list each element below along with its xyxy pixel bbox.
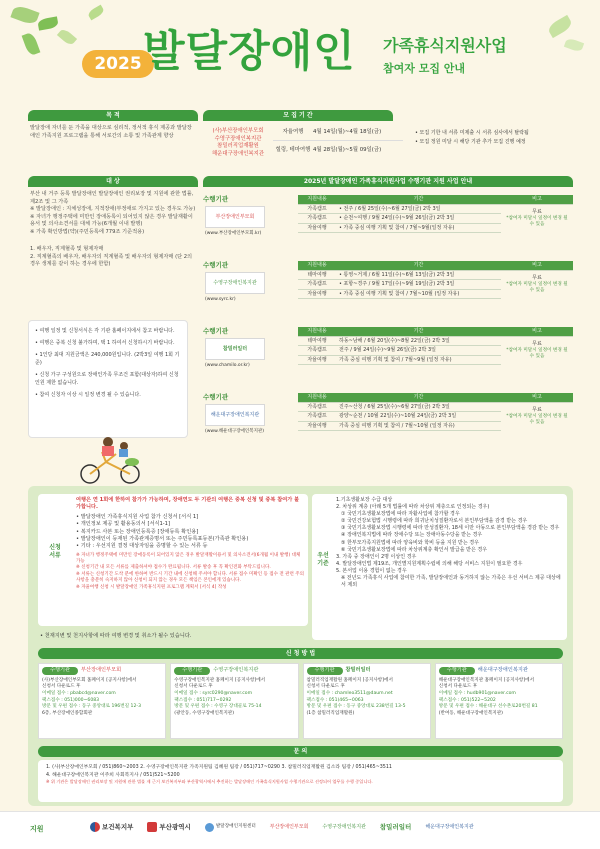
card-visit: 방문 및 우편 접수 : 동구 중앙대로 238번길 13-5 — [306, 704, 406, 710]
agency-logo: 해운대구장애인복지관 — [477, 667, 528, 673]
card-line: 신청서 다운로드 후 — [306, 684, 345, 690]
purpose-text: 발달장애 자녀를 둔 가족을 대상으로 심리적, 정서적 휴식 제공과 발달장애인 가족지원 프로그램을 통해 서로간의 소통 및 가족관계 향상 — [30, 125, 192, 139]
period-range: 4월 28일(월)~5월 09일(금) — [313, 147, 382, 154]
agency-label: 수행기관 — [203, 393, 229, 401]
sponsor-logos — [90, 822, 474, 832]
table-cell: 가족캠프 — [298, 280, 336, 290]
agency-url: (www.해운대구장애인복지관) — [205, 429, 265, 434]
priority-item: 5. 본서업 이용 경험이 없는 경우 — [336, 567, 407, 574]
leaf-decoration — [546, 15, 573, 38]
target-line: 부산 내 거주 등록 발달장애인 발달장애인 권리보장 및 지원에 관한 법률, 제2조 및 그 가족 — [30, 191, 194, 205]
table-cell — [501, 270, 573, 299]
subtitle-program: 가족휴식지원사업 — [383, 36, 507, 55]
table-row — [298, 204, 573, 214]
sponsor-logo — [270, 824, 309, 831]
period-notes — [415, 125, 529, 160]
priority-item: 2. 차상위 계층 (아래 5개 법률에 따라 차상위 계층으로 인정되는 경우) — [336, 504, 490, 511]
sponsor-name: 참밀러일터 — [379, 822, 412, 831]
target-note: • 신청 가구 구성원으로 장애인가족 무조건 포함(대상자)하여 신청 인원 제한 없습니다. — [35, 372, 179, 386]
docs-item: • 발달장애인이 등재된 가족관계증명서 또는 주민등록표등본(가족관 확인용) — [76, 535, 249, 542]
target-list-item: 1. 배우자, 직계혈족 및 형제자매 — [30, 246, 104, 253]
program-block — [203, 327, 573, 383]
card-visit: 방문 및 우편 접수 : 해운대구 선수촌로20번길 81 — [438, 704, 538, 710]
agency-logo — [205, 338, 265, 360]
agency-logo: 수영구장애인복지관 — [213, 667, 259, 673]
period-type: 자율여행 — [282, 129, 304, 135]
docs-warning: 여행은 연 1회에 한하여 참가가 가능하며, 장애연도 두 기관의 여행은 중복 신청 및 중복 참여가 불가합니다. — [76, 497, 300, 511]
priority-item: 4. 발달장애인법 제19조, 개인별지원계획수립에 의해 해당 서비스 지원이 필요한 경우 — [336, 560, 523, 567]
docs-sub: ※ 자녀가 행정주택에 미만인 장애동록이 되어있지 않은 경우 발달재활이용서 및 의사소견서(6개월 이내 발행) 대체 가능 — [76, 552, 301, 564]
agency-pill: 수행기관 — [307, 667, 343, 675]
main-title: 발달장애인 — [143, 27, 356, 77]
sponsor-name: 발달장애인지원센터 — [215, 824, 256, 830]
table-header: 지원내용 — [298, 393, 336, 402]
card-email: 이메일 접수 : pbabcd@naver.com — [42, 690, 116, 696]
sponsor-logo — [205, 823, 256, 832]
org-name: (사)부산장애인부모회 — [212, 128, 264, 134]
period-range: 4월 14일(월)~4월 18일(금) — [313, 129, 382, 135]
table-header: 기간 — [336, 327, 501, 336]
note-change: *참여자 미달시 일정이 변경 될 수 있음 — [506, 347, 568, 359]
table-cell: • 통영~거제 / 6월 11일(수)~6월 13일(금) 2박 3일 — [336, 270, 501, 280]
note-free: 무료 — [532, 407, 542, 414]
priority-item: ⑥ 국민기초생활보장법에 따라 차상위계층 확인서 발급을 받은 경우 — [341, 546, 488, 553]
period-orgs — [203, 125, 273, 160]
docs-item: • 개인정보 제공 및 활용동의서 [서식1-1] — [76, 521, 170, 528]
priority-item: ③ 국민기초생활보장법 시행령에 따라 만성질환자, 18세 이만 아동으로 본인부담액을 경감 받는 경우 — [341, 525, 560, 532]
card-fax: 팩스접수 : 051)717~0292 — [174, 697, 232, 703]
docs-item: • 기타 : 우선지원 결정 대상자임을 증명할 수 있는 서류 등 — [76, 543, 208, 550]
target-note: • 여행 일정 및 신청서식은 각 기관 홈페이지에서 참고 바랍니다. — [35, 328, 175, 334]
sponsor-logo — [322, 824, 365, 831]
agency-logo — [205, 272, 265, 294]
card-line: (1층 참밀러직업재활원) — [306, 710, 355, 716]
table-cell: 가족캠프 — [298, 214, 336, 224]
program-section — [203, 176, 573, 187]
table-cell: 자율여행 — [298, 223, 336, 233]
card-fax: 팩스접수 : 051)522~5202 — [438, 697, 496, 703]
sponsor-logo — [90, 822, 133, 832]
table-cell: • 순천~여행 / 9월 24일(수)~9월 26일(금) 2박 3일 — [336, 214, 501, 224]
docs-footnote: • 천재지변 및 천지사항에 따라 여행 변경 및 취소가 될수 있습니다. — [40, 633, 192, 639]
table-header: 비고 — [501, 261, 573, 270]
docs-item: • 발달장애인 가족휴식지원 사업 참가 신청서 [서식 1] — [76, 513, 199, 520]
target-list-item: 2. 직계혈족의 배우자, 배우자의 직계혈족 및 배우자의 형제자매 (단 2의 경우 생계를 같이 하는 경우에 한함) — [30, 253, 193, 268]
table-row — [298, 336, 573, 346]
card-email: 이메일 접수 : syrc0290@naver.com — [174, 690, 253, 696]
inquiry-box — [38, 760, 563, 802]
program-block — [203, 261, 573, 317]
table-cell: 전주 / 9월 24일(수)~9월 26일(금) 2박 3일 — [336, 346, 501, 356]
card-line: 해운대구장애인복지관 홈페이지 [공지사항]에서 — [438, 677, 535, 683]
table-cell: • 포항~경주 / 9월 17일(수)~9월 19일(금) 2박 3일 — [336, 280, 501, 290]
agency-logo — [205, 404, 265, 426]
note-free: 무료 — [532, 209, 542, 216]
program-block — [203, 195, 573, 251]
priority-item: 1.기초생활보장 수급 대상 — [336, 497, 393, 503]
target-line: ※ 발달장애인 : 지체성장애, 지적장애(부정애로 가지고 있는 경우도 가능) — [30, 206, 196, 213]
docs-sub: ※ 서류는 신청기간 도착 분에 한하여 반드시 기간 내에 신청해 주셔야 합니다. 서류 접수 미확인 등 접수 전 관련 주의사항을 충분히 숙지하지 않아 신청이 되지 않는 경우 모든 책임은 본인에게 있습니다. — [76, 571, 304, 584]
program-table — [298, 393, 573, 431]
agency-pill: 수행기관 — [42, 667, 78, 675]
program-heading: 2025년 발달장애인 가족휴식지원사업 수행기관 지원 사업 안내 — [203, 176, 573, 187]
program-block — [203, 393, 573, 449]
sponsor-name — [90, 822, 100, 832]
target-section — [28, 176, 198, 273]
table-cell: 가족 중심 여행 기획 및 참여 / 7월~10월 (일정 자유) — [336, 421, 501, 431]
period-type: 힐링, 테마여행 — [275, 147, 311, 154]
family-bicycle-illustration — [68, 432, 158, 486]
priority-item: 3. 가족 중 장애인이 2명 이상인 경우 — [336, 553, 417, 560]
note-free: 무료 — [532, 341, 542, 348]
card-fax: 팩스접수 : 051)465~0063 — [306, 697, 364, 703]
card-line: 신청서 다운로드 후 — [42, 684, 81, 690]
period-heading: 모 집 기 간 — [203, 110, 393, 121]
leaf-decoration — [87, 5, 105, 21]
program-blocks — [203, 195, 573, 445]
target-line: ※ 자녀가 행정주택에 미만인 장애동록이 되어있지 않은 경우 발달재활이용서 및 의사소견서를 대체 가능(6개월 이내 발행) — [30, 213, 193, 228]
docs-item: • 복지카드 사본 또는 장애인등록증 [장애등록 확인용] — [76, 528, 199, 535]
table-cell: • 가족 중심 여행 기획 및 참여 / 7월~9월(일정 자유) — [336, 223, 501, 233]
inquiry-line: 1. (사)부산장애인부모회 / 051)860~2003 2. 수영구장애인복지관 가족지원팀 김혜원 팀장 / 051)717~0290 3. 참밀러직업재활원 김소라 팀장 / 051)465~3511 — [46, 765, 392, 770]
note-change: *참여자 미달시 일정이 변경 될 수 있음 — [506, 413, 568, 425]
leaf-decoration — [57, 27, 77, 46]
docs-content — [76, 497, 304, 591]
agency-logo: 부산장애인부모회 — [81, 667, 122, 673]
agency-url: (www.syrc.kr) — [205, 297, 236, 302]
card-line: 참밀러직업재활원 홈페이지 [공지사항]에서 — [306, 677, 393, 683]
org-name: 해운대구장애인복지관 — [211, 150, 265, 157]
program-table — [298, 327, 573, 365]
table-cell — [501, 402, 573, 431]
table-header: 비고 — [501, 327, 573, 336]
card-line: 6층, 부산장애인종합회관 — [42, 710, 93, 716]
target-note: • 1인당 최대 지원금액은 240,000원입니다. (2박3일 여행 1회 기준) — [35, 352, 180, 366]
table-cell: 가족캠프 — [298, 346, 336, 356]
agency-name: 부산장애인부모회 — [215, 213, 255, 220]
table-cell: 가족캠프 — [298, 402, 336, 412]
sponsor-name: 수영구장애인복지관 — [322, 823, 366, 830]
program-table — [298, 261, 573, 299]
priority-label: 우선 기준 — [317, 552, 329, 567]
agency-pill: 수행기관 — [174, 667, 210, 675]
priority-item: ④ 장애인복지법에 따라 장애수당 또는 장애아동수당을 받는 경우 — [341, 532, 483, 539]
card-email: 이메일 접수 : chamleo3511@daum.net — [306, 690, 393, 696]
table-cell: 가족 중심 여행 기획 및 참여 / 7월~9월 (일정 자유) — [336, 355, 501, 365]
table-header: 지원내용 — [298, 261, 336, 270]
period-note: • 모집 정원 미달 시 해당 기관 추가 모집 진행 예정 — [415, 139, 526, 145]
target-note: • 참여 신청자 이상 시 일정 변경 될 수 있습니다. — [35, 392, 141, 398]
leaf-decoration — [22, 32, 41, 57]
card-visit: 방문 및 우편 접수 : 수영구 장대골로 75-14 — [174, 704, 262, 710]
table-cell: 자율여행 — [298, 355, 336, 365]
card-line: (사)부산장애인부모회 홈페이지 [공지사항]에서 — [42, 677, 137, 683]
method-card — [170, 663, 298, 739]
table-header: 비고 — [501, 393, 573, 402]
sponsor-name — [147, 822, 157, 832]
card-line: 신청서 다운로드 후 — [438, 684, 478, 690]
leaf-decoration — [564, 37, 584, 53]
table-header: 기간 — [336, 261, 501, 270]
card-line: 수영구장애인복지관 홈페이지 [공지사항]에서 — [174, 677, 266, 683]
priority-item: ※ 전년도 가족휴식 사업에 참여한 가족, 발달장애인과 동거하지 않는 가족은 우선 서비스 제공 대상에서 제외 — [341, 575, 561, 589]
sponsor-name — [205, 823, 214, 832]
sponsor-logo — [380, 823, 411, 831]
program-table — [298, 195, 573, 233]
note-free: 무료 — [532, 275, 542, 282]
table-cell: 가족캠프 — [298, 204, 336, 214]
leaf-decoration — [37, 16, 59, 30]
agency-label: 수행기관 — [203, 327, 229, 335]
col-period: 기간 — [336, 195, 501, 204]
inquiry-line: 4. 해운대구장애인복지관 이주희 사회복지사 / 051)521~5200 — [46, 772, 180, 778]
card-visit: 방문 및 우편 접수 : 동구 중앙대로 196번길 12-3 — [42, 704, 141, 710]
table-cell — [501, 204, 573, 233]
table-row — [298, 402, 573, 412]
agency-name: 해운대구장애인복지관 — [210, 411, 260, 418]
card-fax: 팩스접수 : 051)000~6083 — [42, 697, 100, 703]
table-cell: 가족캠프 — [298, 412, 336, 422]
agency-logo: 참밀러일터 — [345, 667, 371, 673]
target-line: ※ 가족 확인방법(약)(주민등록에 779조 기준적용) — [30, 228, 145, 235]
priority-item: ① 국민기초생활보장법에 따라 자활사업에 참가할 경우 — [341, 511, 460, 518]
table-header: 기간 — [336, 393, 501, 402]
agency-logo — [205, 206, 265, 228]
agency-name: 수영구장애인복지관 — [213, 279, 257, 286]
target-heading: 대 상 — [28, 176, 198, 187]
table-cell: • 가족 중심 여행 기획 및 참여 / 7월~10월 (일정 자유) — [336, 289, 501, 299]
note-change: *참여자 미달시 일정이 변경 될 수 있음 — [506, 281, 568, 293]
col-note: 비고 — [501, 195, 573, 204]
docs-sub: ※ 신청기간 내 모든 서류를 제출하셔야 접수가 완료됩니다. 서류 발송 후 꼭 확인전화 부탁드립니다. — [76, 565, 271, 571]
target-notes-box — [28, 320, 188, 438]
table-cell: 자율여행 — [298, 289, 336, 299]
sponsor-name: 부산장애인부모회 — [269, 823, 309, 830]
table-cell: 하동~남해 / 6월 20일(수)~8월 22일(금) 2박 3일 — [336, 336, 501, 346]
table-cell: 테마여행 — [298, 336, 336, 346]
card-line: (반여동, 해운대구장애인복지관) — [438, 710, 503, 716]
table-cell — [501, 336, 573, 365]
footer — [0, 811, 600, 849]
priority-list — [336, 497, 564, 589]
footer-label: 지원 — [30, 825, 44, 833]
purpose-section — [28, 110, 198, 144]
year-badge: 2025 — [82, 50, 154, 78]
card-line: 신청서 다운로드 후 — [174, 684, 213, 690]
agency-url: (www.부산장애인부모회.kr) — [205, 231, 262, 236]
method-card — [435, 663, 563, 739]
method-cards — [38, 663, 563, 739]
note-change: *참여자 미달시 일정이 변경 될 수 있음 — [506, 215, 568, 227]
col-type: 지원내용 — [298, 195, 336, 204]
method-card — [303, 663, 431, 739]
sponsor-name: 부산광역시 — [159, 822, 191, 831]
agency-name: 참밀러일터 — [222, 345, 248, 352]
leaf-decoration — [10, 4, 39, 26]
agency-url: (www.chamilo.or.kr) — [205, 363, 250, 368]
agency-label: 수행기관 — [203, 261, 229, 269]
priority-item: ② 국민건강보험법 시행령에 따라 희귀난치성질환자로서 본인부담액을 감경 받는 경우 — [341, 518, 528, 525]
table-cell: 테마여행 — [298, 270, 336, 280]
org-name: 수영구장애인복지관 — [214, 135, 262, 142]
docs-sub: ※ 자율여행 신청 시 발달장애인 가족휴식지원 프로그램 계획서 [서식 4] 작성 — [76, 584, 227, 590]
sponsor-name: 해운대구장애인복지관 — [425, 823, 474, 830]
method-heading: 신 청 방 법 — [38, 648, 563, 659]
table-cell: 진주~산청 / 6월 25일(수)~6월 27일(금) 2박 3일 — [336, 402, 501, 412]
docs-label: 신청 서류 — [49, 544, 61, 559]
target-note: • 여행은 중복 신청 불가하며, 택 1 하여서 신청하시기 바랍니다. — [35, 340, 175, 346]
table-cell: 광양~순천 / 10월 22일(수)~10월 24일(금) 2박 3일 — [336, 412, 501, 422]
subtitle-recruit: 참여자 모집 안내 — [383, 62, 466, 75]
period-note: • 모집 기한 내 서류 미제출 시 서류 심사에서 탈락됨 — [415, 130, 529, 136]
method-card — [38, 663, 166, 739]
org-name: 참밀러직업재활원 — [217, 143, 259, 150]
table-cell: 자율여행 — [298, 421, 336, 431]
inquiry-note: ※ 위 기관은 발달장애인 권리보장 및 지원에 관한 법률 제 근거 보건복지부와 부산광역시에서 추진하는 발달장애인 가족휴식지원사업 수행기관으로 선정되어 업무를 수행 중입니다. — [46, 779, 373, 785]
table-header: 지원내용 — [298, 327, 336, 336]
agency-pill: 수행기관 — [439, 667, 475, 675]
purpose-heading: 목 적 — [28, 110, 198, 121]
priority-item: ⑤ 한부모가족지원법에 따라 양육비와 학비 등을 지원 받는 경우 — [341, 539, 479, 546]
card-email: 이메일 접수 : hudb901@naver.com — [438, 690, 516, 696]
sponsor-name: 보건복지부 — [102, 822, 134, 831]
sponsor-logo — [425, 824, 473, 831]
agency-label: 수행기관 — [203, 195, 229, 203]
table-cell: • 전주 / 6월 25일(수)~6월 27일(금) 2박 3일 — [336, 204, 501, 214]
inquiry-heading: 문 의 — [38, 746, 563, 757]
sponsor-logo — [147, 822, 190, 832]
table-row — [298, 270, 573, 280]
card-line: (광안동, 수영구장애인복지관) — [174, 710, 235, 716]
period-section — [203, 110, 573, 160]
